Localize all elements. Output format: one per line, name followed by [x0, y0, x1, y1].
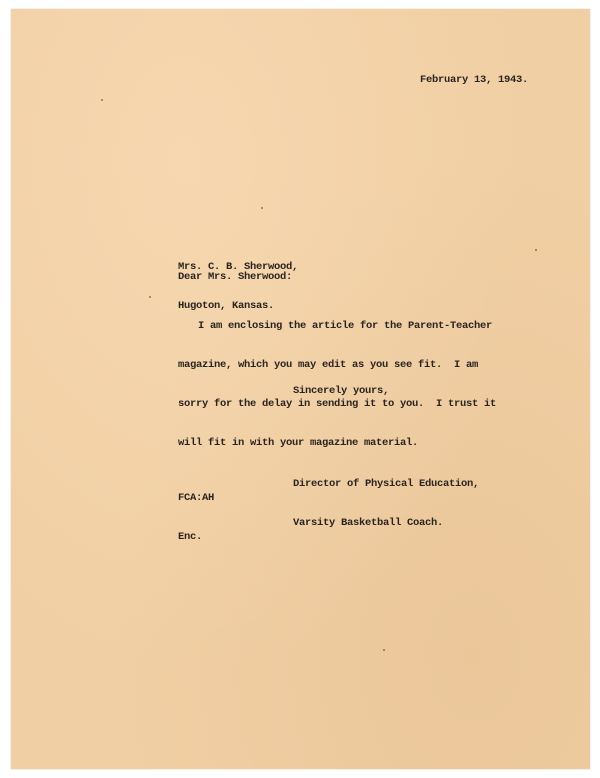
reference-block [178, 466, 214, 570]
recipient-city: Hugoton, Kansas. [178, 300, 275, 312]
signature-title [293, 452, 479, 556]
body-line: will fit in with your magazine material. [178, 437, 419, 449]
title-line: Director of Physical Education, [293, 478, 480, 490]
paper-speck [261, 207, 263, 209]
body-line: sorry for the delay in sending it to you. I trust it [178, 398, 497, 410]
recipient-name: Mrs. C. B. Sherwood, [178, 261, 299, 273]
paper-speck [101, 99, 103, 101]
letter-date: February 13, 1943. [420, 74, 529, 86]
reference-initials: FCA:AH [178, 492, 215, 504]
enclosure-note: Enc. [178, 531, 203, 543]
letter-page [11, 9, 590, 769]
body-line: magazine, which you may edit as you see fit. I am [178, 359, 479, 371]
closing: Sincerely yours, [293, 385, 390, 397]
body-line: I am enclosing the article for the Parent-Teacher [198, 320, 493, 332]
paper-speck [149, 296, 151, 298]
title-line: Varsity Basketball Coach. [293, 517, 444, 529]
salutation: Dear Mrs. Sherwood: [178, 271, 293, 283]
paper-speck [383, 649, 385, 651]
paper-speck [535, 249, 537, 251]
